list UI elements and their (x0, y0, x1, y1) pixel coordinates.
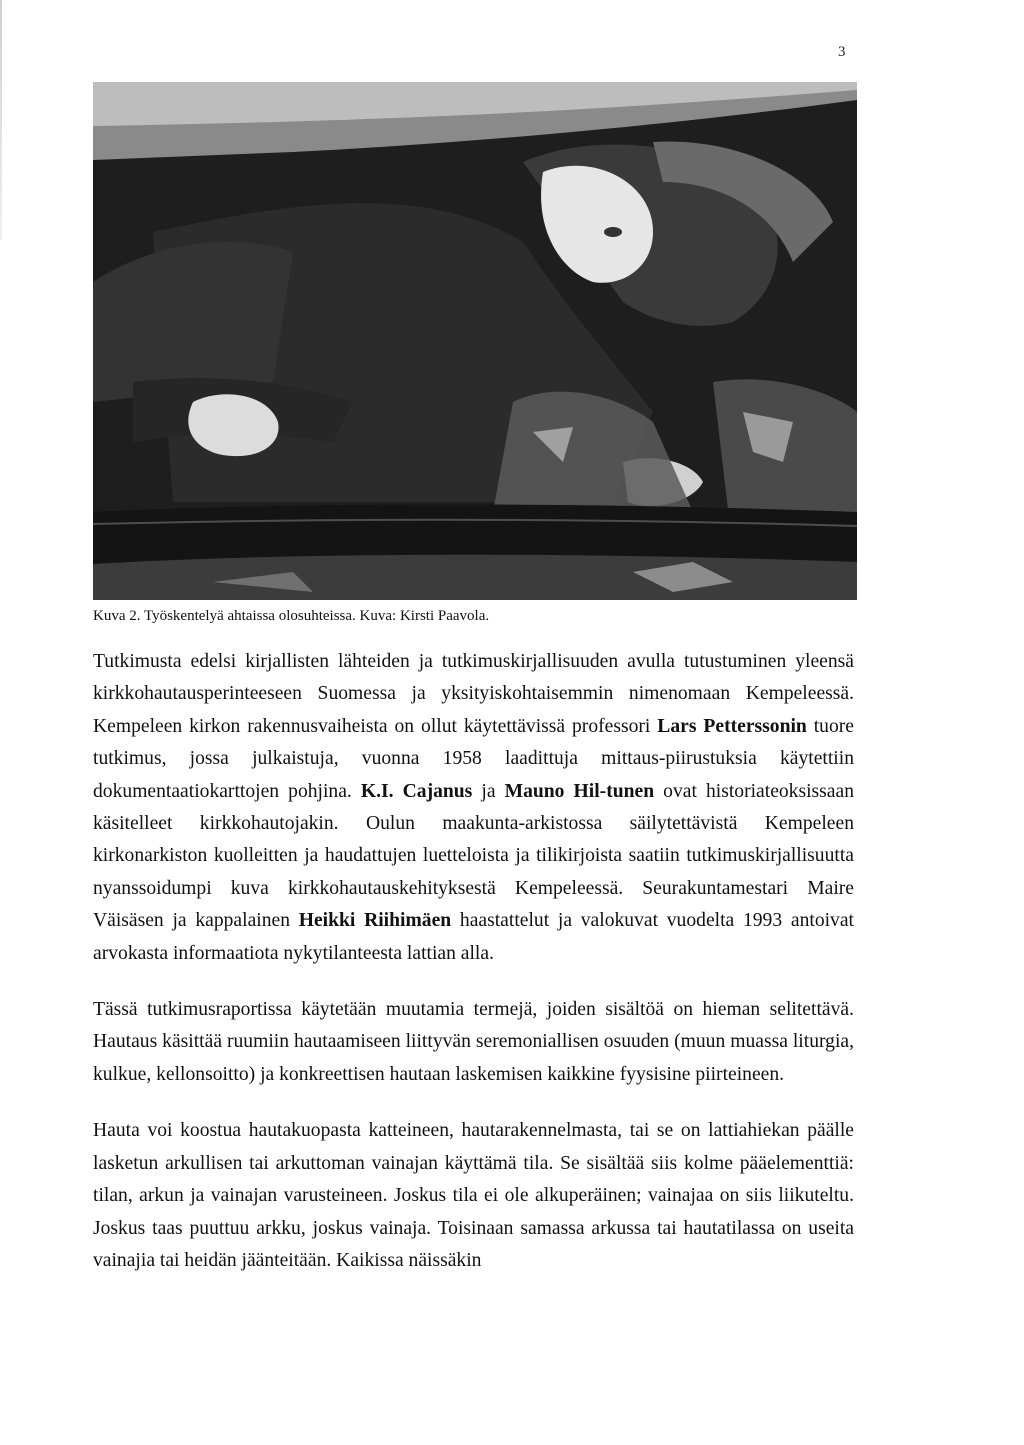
page-number: 3 (838, 44, 846, 60)
text-segment: tuore tutkimus, jossa julkaistuja, vuonna 1958 laadittuja mittaus-piirustuksia käytettiin dokumentaatiokarttojen pohjina. (93, 715, 854, 802)
author-name-lars-pettersson: Lars Petterssonin (657, 715, 807, 737)
text-segment: Tässä tutkimusraportissa käytetään muutamia termejä, joiden sisältöä on hieman selitettävä. Hautaus käsittää ruumiin hautaamiseen liittyvän seremoniallisen osuuden (muun muassa liturgia, kulkue, kellonsoitto) ja konkreettisen hautaan laskemisen kaikkine fyysisine piirteineen. (93, 999, 854, 1085)
paragraph-3 (93, 1115, 854, 1277)
paragraph-1 (93, 646, 854, 970)
text-segment: ovat historiateoksissaan käsitelleet kirkkohautojakin. Oulun maakunta-arkistossa säilytettävistä Kempeleen kirkonarkiston kuolleitten ja haudattujen luetteloista ja tilikirjoista saatiin tutkimuskirjallisuutta nyanssoidumpi kuva kirkkohautauskehityksestä Kempeleessä. Seurakuntamestari Maire Väisäsen ja kappalainen (93, 780, 854, 932)
figure-caption: Kuva 2. Työskentelyä ahtaissa olosuhteissa. Kuva: Kirsti Paavola. (93, 608, 490, 624)
photo-worker-under-floor (93, 82, 857, 600)
photo-image (93, 82, 857, 600)
text-segment: Tutkimusta edelsi kirjallisten lähteiden ja tutkimuskirjallisuuden avulla tutustuminen yleensä kirkkohautausperinteeseen Suomessa ja yksityiskohtaisemmin nimenomaan Kempeleessä. Kempeleen kirkon rakennusvaiheista on ollut käytettävissä professori (93, 651, 854, 737)
paragraph-2 (93, 994, 854, 1091)
person-name-riihimaki: Heikki Riihimäen (298, 910, 452, 932)
text-segment: ja (472, 780, 505, 802)
text-segment: Hauta voi koostua hautakuopasta katteineen, hautarakennelmasta, tai se on lattiahiekan päälle lasketun arkullisen tai arkuttoman vainajan käyttämä tila. Se sisältää siis kolme pääelementtiä: tilan, arkun ja vainajan varusteineen. Joskus tila ei ole alkuperäinen; vainajaa on siis liikuteltu. Joskus taas puuttuu arkku, joskus vainaja. Toisinaan samassa arkussa tai hautatilassa on useita vainajia tai heidän jäänteitään. Kaikissa näissäkin (93, 1120, 854, 1271)
body-text (93, 646, 854, 1301)
scan-edge (0, 0, 2, 240)
author-name-cajanus: K.I. Cajanus (360, 780, 473, 802)
author-name-hiltunen: Mauno Hil-tunen (504, 780, 655, 802)
text-segment: haastattelut ja valokuvat vuodelta 1993 antoivat arvokasta informaatiota nykytilanteesta lattian alla. (93, 910, 854, 964)
